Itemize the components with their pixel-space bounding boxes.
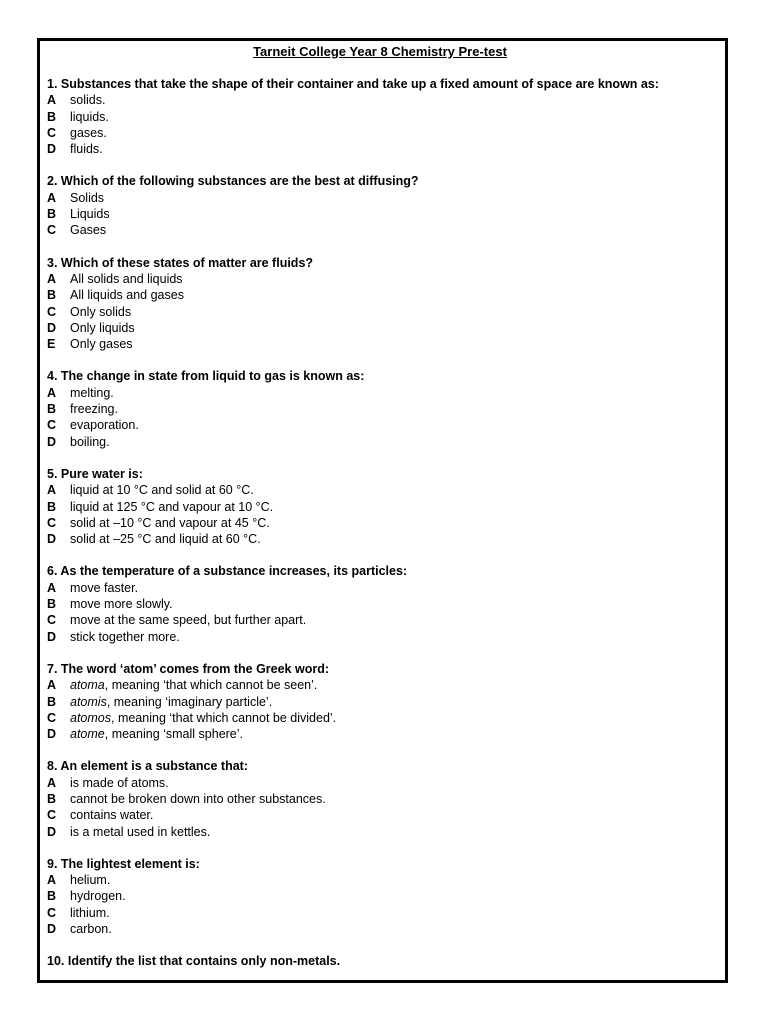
- option-text: stick together more.: [70, 629, 180, 644]
- answer-option: [47, 775, 717, 791]
- document-body: [47, 42, 717, 970]
- option-letter: C: [47, 710, 57, 725]
- option-text: move faster.: [70, 580, 139, 595]
- question-text: 6. As the temperature of a substance increases, its particles:: [47, 564, 408, 579]
- answer-option: [47, 807, 717, 823]
- answer-option: [47, 385, 717, 401]
- option-letter: B: [47, 207, 57, 222]
- answer-option: [47, 401, 717, 417]
- option-text: , meaning ‘imaginary particle’.: [106, 694, 273, 709]
- answer-option: [47, 417, 717, 433]
- option-text: carbon.: [70, 922, 112, 937]
- option-text: liquids.: [70, 109, 109, 124]
- option-text: Only liquids: [70, 320, 135, 335]
- answer-option: [47, 694, 717, 710]
- option-letter: D: [47, 727, 57, 742]
- answer-option: [47, 434, 717, 450]
- answer-option: [47, 791, 717, 807]
- option-text: helium.: [70, 873, 111, 888]
- option-letter: E: [47, 337, 56, 352]
- option-text: lithium.: [70, 905, 110, 920]
- option-text: Liquids: [70, 207, 110, 222]
- option-text: contains water.: [70, 808, 154, 823]
- option-text: , meaning ‘that which cannot be seen’.: [104, 678, 318, 693]
- answer-option: [47, 905, 717, 921]
- option-text: Gases: [70, 223, 107, 238]
- option-text: solid at –25 °C and liquid at 60 °C.: [70, 532, 261, 547]
- answer-option: [47, 629, 717, 645]
- answer-option: [47, 125, 717, 141]
- option-letter: A: [47, 483, 57, 498]
- option-letter: A: [47, 580, 57, 595]
- option-text: solid at –10 °C and vapour at 45 °C.: [70, 515, 270, 530]
- option-letter: B: [47, 889, 57, 904]
- option-letter: A: [47, 271, 57, 286]
- answer-option: [47, 710, 717, 726]
- option-letter: A: [47, 385, 57, 400]
- answer-option: [47, 222, 717, 238]
- option-letter: B: [47, 109, 57, 124]
- option-greek-word: atoma: [70, 678, 105, 693]
- answer-option: [47, 482, 717, 498]
- option-text: melting.: [70, 385, 114, 400]
- option-letter: B: [47, 597, 57, 612]
- option-letter: A: [47, 873, 57, 888]
- option-text: gases.: [70, 125, 107, 140]
- question-text: 7. The word ‘atom’ comes from the Greek word:: [47, 661, 330, 676]
- answer-option: [47, 336, 717, 352]
- option-letter: A: [47, 190, 57, 205]
- option-greek-word: atomos: [70, 710, 111, 725]
- question-text: 10. Identify the list that contains only non-metals.: [47, 954, 341, 969]
- option-text: move more slowly.: [70, 597, 173, 612]
- option-letter: B: [47, 791, 57, 806]
- option-greek-word: atomis: [70, 694, 107, 709]
- option-text: boiling.: [70, 434, 110, 449]
- option-text: , meaning ‘that which cannot be divided’.: [111, 710, 337, 725]
- option-text: Only solids: [70, 304, 132, 319]
- option-letter: D: [47, 320, 57, 335]
- answer-option: [47, 531, 717, 547]
- question-9: [47, 856, 717, 937]
- option-letter: D: [47, 142, 57, 157]
- question-2: [47, 173, 717, 238]
- question-8: [47, 758, 717, 839]
- option-text: is made of atoms.: [70, 775, 169, 790]
- question-1: [47, 76, 717, 157]
- answer-option: [47, 888, 717, 904]
- option-letter: C: [47, 223, 57, 238]
- answer-option: [47, 271, 717, 287]
- question-text: 8. An element is a substance that:: [47, 759, 248, 774]
- question-text: 9. The lightest element is:: [47, 856, 200, 871]
- question-text: 3. Which of these states of matter are fluids?: [47, 255, 314, 270]
- question-6: [47, 563, 717, 644]
- option-text: solids.: [70, 93, 106, 108]
- option-text: is a metal used in kettles.: [70, 824, 211, 839]
- option-text: All liquids and gases: [70, 288, 184, 303]
- option-text: evaporation.: [70, 418, 139, 433]
- question-5: [47, 466, 717, 547]
- option-letter: A: [47, 93, 57, 108]
- option-letter: D: [47, 824, 57, 839]
- option-text: Only gases: [70, 337, 133, 352]
- answer-option: [47, 580, 717, 596]
- option-text: cannot be broken down into other substances.: [70, 791, 326, 806]
- answer-option: [47, 872, 717, 888]
- answer-option: [47, 499, 717, 515]
- document-title: Tarneit College Year 8 Chemistry Pre-test: [253, 44, 507, 59]
- answer-option: [47, 92, 717, 108]
- answer-option: [47, 190, 717, 206]
- answer-option: [47, 109, 717, 125]
- answer-option: [47, 515, 717, 531]
- option-letter: B: [47, 694, 57, 709]
- option-text: hydrogen.: [70, 889, 126, 904]
- answer-option: [47, 824, 717, 840]
- answer-option: [47, 921, 717, 937]
- option-letter: D: [47, 434, 57, 449]
- option-letter: C: [47, 125, 57, 140]
- question-text: 1. Substances that take the shape of their container and take up a fixed amount of space are known as:: [47, 77, 659, 91]
- option-letter: C: [47, 418, 57, 433]
- answer-option: [47, 320, 717, 336]
- option-text: fluids.: [70, 142, 103, 157]
- answer-option: [47, 596, 717, 612]
- option-text: freezing.: [70, 402, 118, 417]
- option-letter: C: [47, 905, 57, 920]
- option-letter: C: [47, 808, 57, 823]
- option-letter: D: [47, 922, 57, 937]
- option-letter: D: [47, 629, 57, 644]
- option-greek-word: atome: [70, 727, 105, 742]
- answer-option: [47, 726, 717, 742]
- option-text: move at the same speed, but further apart.: [70, 613, 307, 628]
- option-text: , meaning ‘small sphere’.: [104, 727, 244, 742]
- option-letter: A: [47, 775, 57, 790]
- option-letter: B: [47, 499, 57, 514]
- answer-option: [47, 612, 717, 628]
- answer-option: [47, 206, 717, 222]
- answer-option: [47, 677, 717, 693]
- question-list: [47, 76, 717, 970]
- option-text: liquid at 125 °C and vapour at 10 °C.: [70, 499, 274, 514]
- question-text: 5. Pure water is:: [47, 466, 143, 481]
- answer-option: [47, 304, 717, 320]
- option-letter: C: [47, 613, 57, 628]
- answer-option: [47, 141, 717, 157]
- option-letter: C: [47, 304, 57, 319]
- question-3: [47, 255, 717, 353]
- question-10: [47, 953, 717, 969]
- option-text: liquid at 10 °C and solid at 60 °C.: [70, 483, 254, 498]
- option-letter: A: [47, 678, 57, 693]
- question-4: [47, 368, 717, 449]
- question-text: 2. Which of the following substances are the best at diffusing?: [47, 174, 419, 189]
- question-text: 4. The change in state from liquid to gas is known as:: [47, 369, 365, 384]
- option-letter: D: [47, 532, 57, 547]
- option-text: All solids and liquids: [70, 271, 183, 286]
- answer-option: [47, 287, 717, 303]
- option-letter: B: [47, 402, 57, 417]
- option-text: Solids: [70, 190, 105, 205]
- option-letter: B: [47, 288, 57, 303]
- option-letter: C: [47, 515, 57, 530]
- question-7: [47, 661, 717, 742]
